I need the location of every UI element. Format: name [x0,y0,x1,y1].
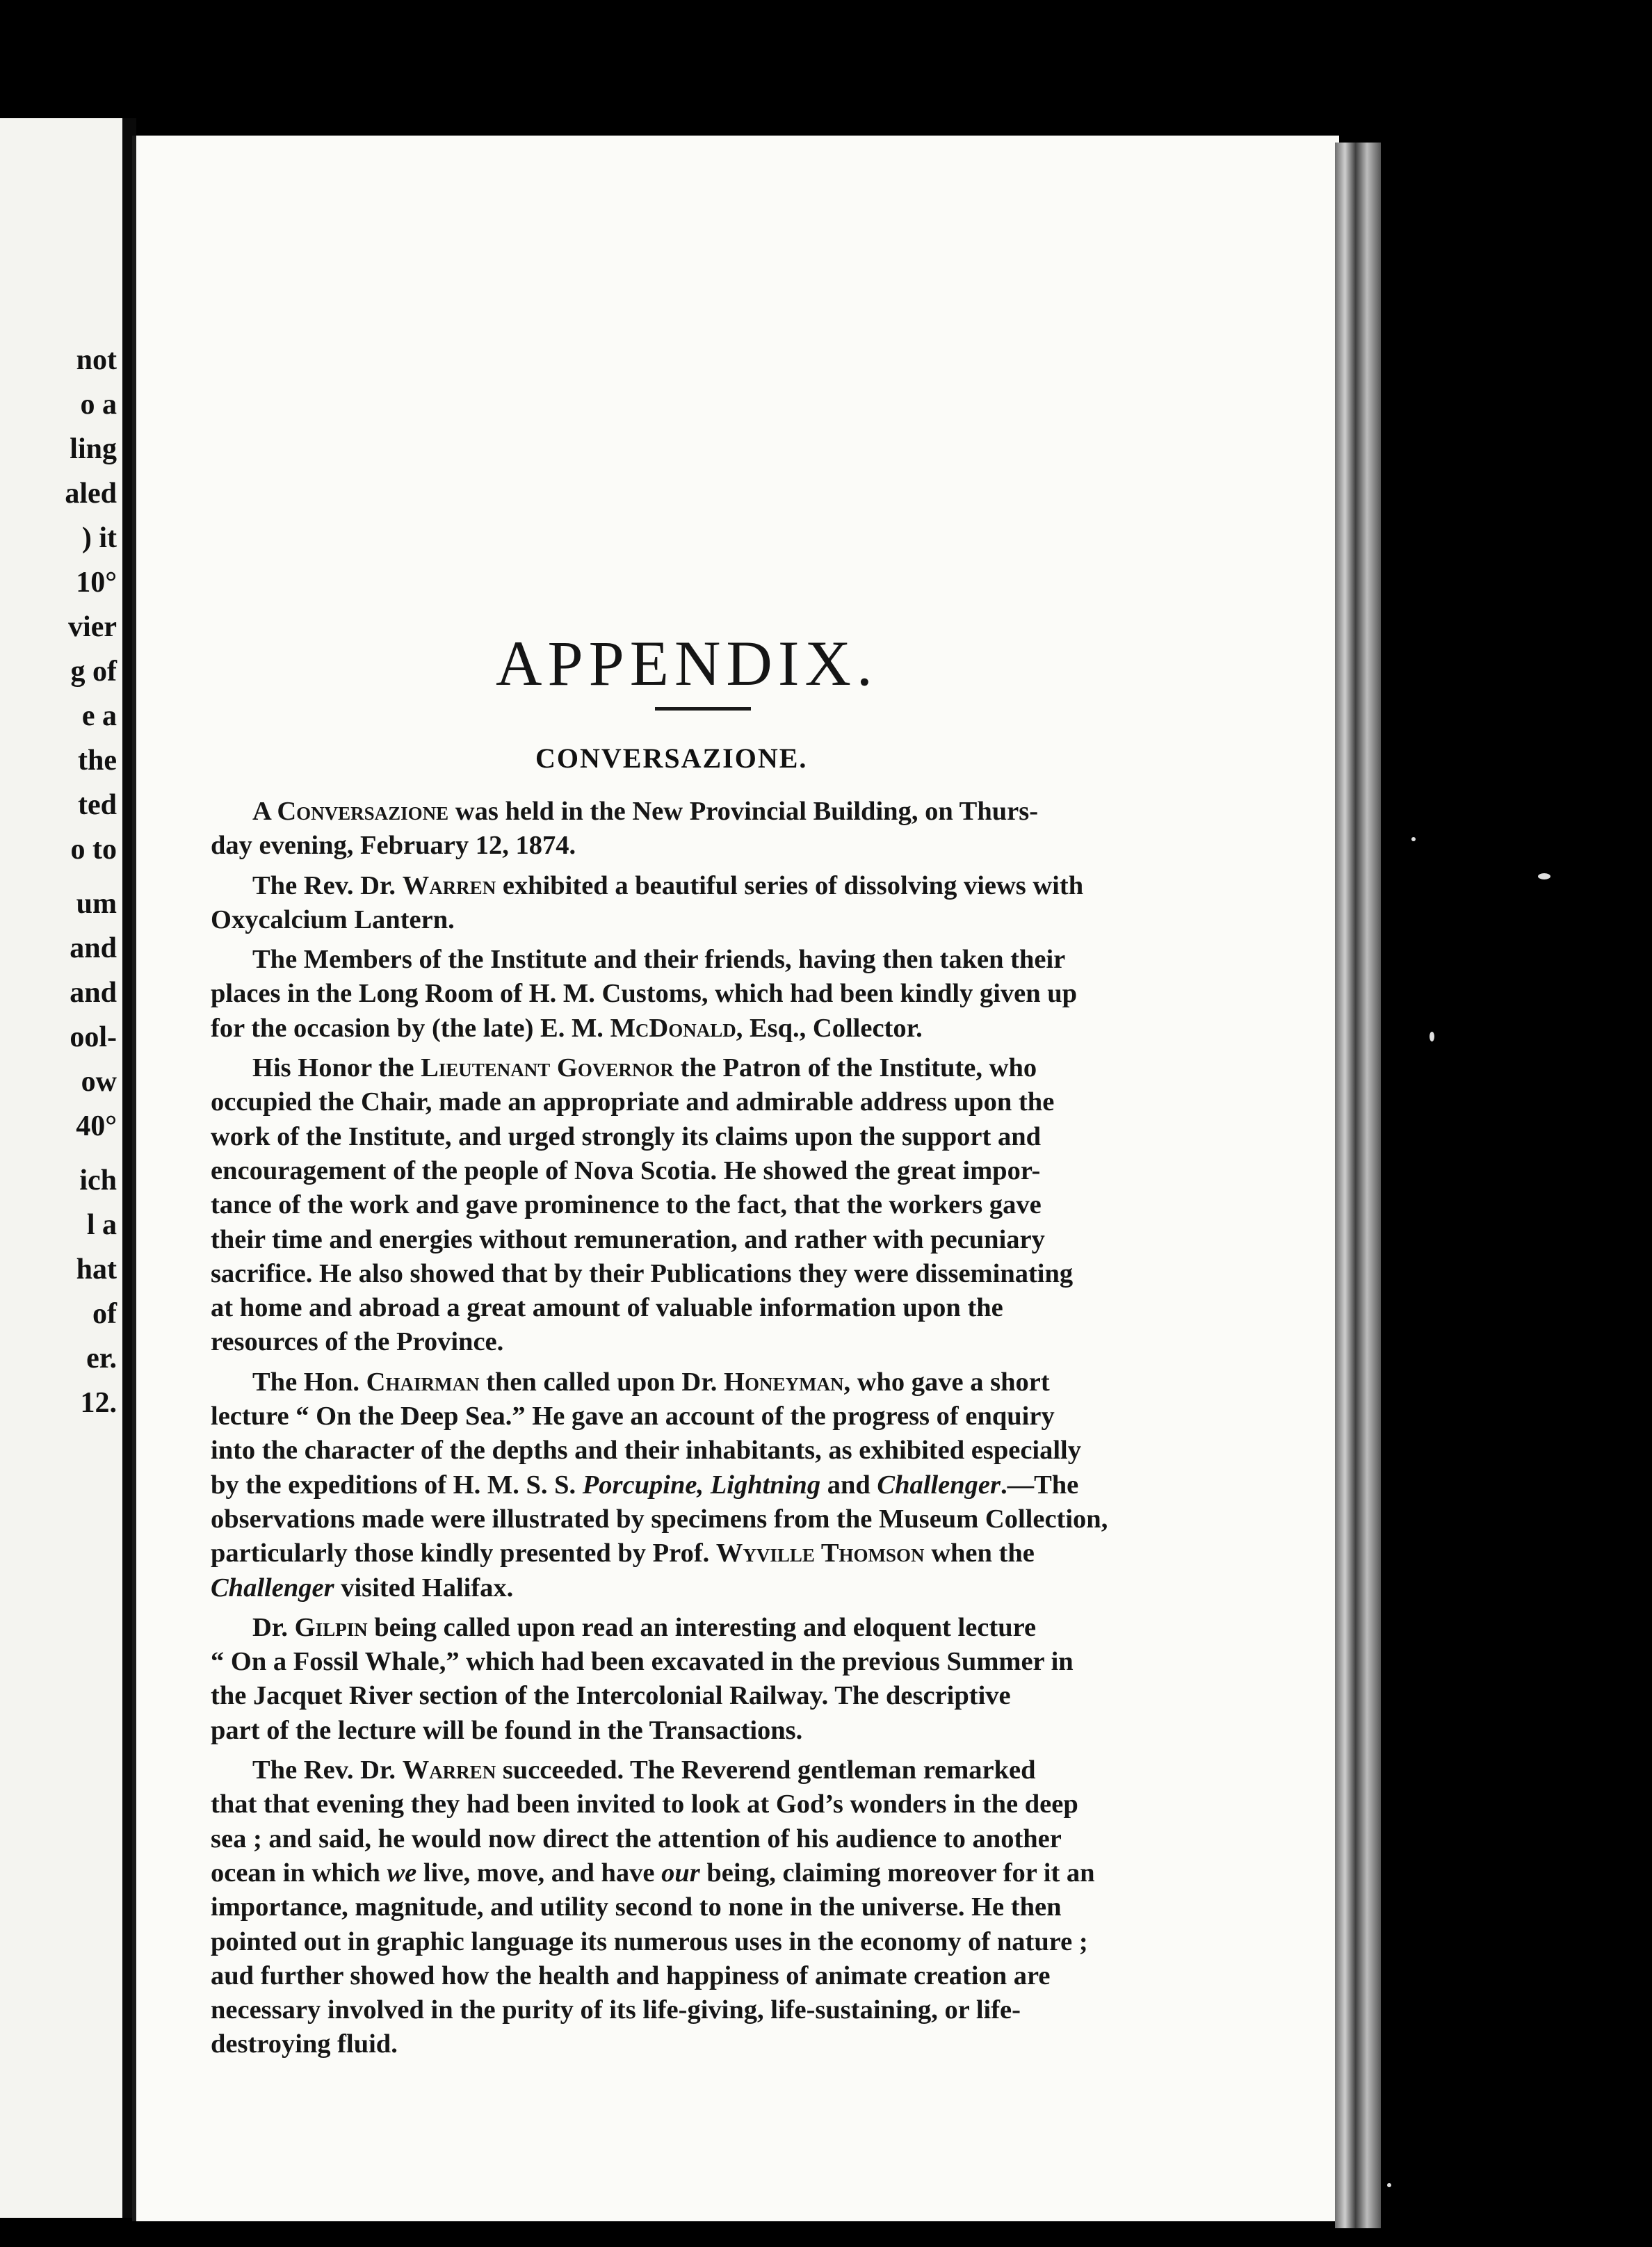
scan-speck [1430,1032,1434,1041]
text-line: lecture “ On the Deep Sea.” He gave an account of the progress of enquiry [211,1402,1055,1431]
text-line: day evening, February 12, 1874. [211,831,576,861]
previous-page-line: o a [80,389,117,421]
text-line: Dr. Gilpin being called upon read an interesting and eloquent lecture [252,1612,1037,1642]
text-line: sacrifice. He also showed that by their Publications they were disseminating [211,1258,1074,1288]
text-line: The Rev. Dr. Warren exhibited a beautiful series of dissolving views with [252,870,1084,900]
previous-page-line: vier [68,611,117,643]
small-caps-name: McDonald [610,1013,736,1043]
text-line: observations made were illustrated by specimens from the Museum Collection, [211,1504,1108,1534]
text-line: A Conversazione was held in the New Provincial Building, on Thurs- [252,797,1039,826]
small-caps-name: Conversazione [277,797,449,826]
text-line: into the character of the depths and their inhabitants, as exhibited especially [211,1436,1082,1466]
text-line: by the expeditions of H. M. S. S. Porcupine, Lightning and Challenger.—The [211,1470,1079,1500]
previous-page-line: er. [86,1342,117,1374]
previous-page-line: the [78,745,117,777]
previous-page-line: o to [70,834,117,866]
text-line: pointed out in graphic language its numerous uses in the economy of nature ; [211,1926,1088,1956]
paragraph [211,1753,1188,2062]
text-line: at home and abroad a great amount of valuable information upon the [211,1293,1003,1323]
previous-page-line: ow [81,1066,117,1098]
paragraph [211,869,1188,938]
paragraph [211,795,1188,863]
text-line: importance, magnitude, and utility second to none in the universe. He then [211,1892,1062,1922]
previous-page-line: g of [70,656,117,688]
previous-page-text [65,338,117,1425]
previous-page-line: ling [70,433,117,465]
text-line: places in the Long Room of H. M. Customs, which had been kindly given up [211,979,1078,1009]
text-line: “ On a Fossil Whale,” which had been excavated in the previous Summer in [211,1647,1074,1677]
text-line: for the occasion by (the late) E. M. McDonald, Esq., Collector. [211,1013,923,1043]
italic-text: we [387,1858,417,1888]
title-rule [655,707,751,711]
small-caps-name: Warren [402,1755,496,1785]
appendix-page [132,136,1339,2221]
previous-page-line: hat [76,1254,117,1285]
text-line: encouragement of the people of Nova Scotia. He showed the great impor- [211,1155,1041,1185]
text-line: The Members of the Institute and their friends, having then taken their [252,945,1066,975]
previous-page-line [65,872,117,882]
italic-text: Porcupine, Lightning [582,1470,821,1500]
previous-page-line: aled [65,478,117,510]
text-line: part of the lecture will be found in the Transactions. [211,1715,803,1745]
previous-page-line: and [70,977,117,1009]
paragraph [211,943,1188,1046]
text-line: the Jacquet River section of the Intercolonial Railway. The descriptive [211,1681,1011,1711]
previous-page-line: ool- [70,1021,117,1053]
previous-page-line: 40° [76,1110,117,1142]
text-line: sea ; and said, he would now direct the attention of his audience to another [211,1824,1062,1853]
paragraph [211,1051,1188,1360]
previous-page-line: l a [86,1209,117,1241]
text-line: necessary involved in the purity of its life-giving, life-sustaining, or life- [211,1995,1021,2025]
paragraph [211,1365,1188,1605]
previous-page-line [65,1149,117,1158]
page-title: APPENDIX. [496,628,878,699]
previous-page-line: 10° [76,567,117,599]
text-line: that that evening they had been invited to look at God’s wonders in the deep [211,1790,1078,1819]
previous-page-line: um [76,888,117,920]
small-caps-name: Wyville Thomson [715,1539,925,1568]
scan-speck [1411,837,1416,841]
previous-page-line: ted [78,789,117,821]
text-line: The Rev. Dr. Warren succeeded. The Reverend gentleman remarked [252,1755,1036,1785]
small-caps-name: Honeyman [724,1367,844,1397]
previous-page-fragment [0,118,122,2218]
previous-page-line: of [92,1298,117,1330]
page-edge-stack [1335,143,1381,2228]
body-text [211,795,1188,2068]
text-line: His Honor the Lieutenant Governor the Patron of the Institute, who [252,1053,1037,1083]
previous-page-line: ) it [81,522,117,554]
text-line: aud further showed how the health and happiness of animate creation are [211,1961,1051,1990]
previous-page-line: 12. [80,1387,117,1419]
text-line: particularly those kindly presented by Prof. Wyville Thomson when the [211,1539,1035,1568]
text-line: tance of the work and gave prominence to the fact, that the workers gave [211,1190,1042,1220]
text-line: destroying fluid. [211,2029,398,2059]
text-line: Challenger visited Halifax. [211,1573,514,1603]
text-line: resources of the Province. [211,1327,504,1357]
text-line: their time and energies without remuneration, and rather with pecuniary [211,1224,1045,1254]
text-line: work of the Institute, and urged strongly its claims upon the support and [211,1121,1042,1151]
previous-page-line: not [76,344,117,376]
italic-text: Challenger [211,1573,334,1603]
scan-speck [1538,873,1550,879]
small-caps-name: Lieutenant Governor [421,1053,674,1083]
italic-text: our [661,1858,700,1888]
text-line: The Hon. Chairman then called upon Dr. Honeyman, who gave a short [252,1367,1050,1397]
section-heading: CONVERSAZIONE. [535,743,808,774]
scan-speck [1387,2183,1391,2187]
text-line: occupied the Chair, made an appropriate and admirable address upon the [211,1087,1055,1117]
text-line: ocean in which we live, move, and have our being, claiming moreover for it an [211,1858,1095,1888]
previous-page-line: and [70,932,117,964]
small-caps-name: Chairman [366,1367,480,1397]
previous-page-line: e a [81,700,117,732]
text-line: Oxycalcium Lantern. [211,905,455,934]
previous-page-line: ich [79,1165,117,1196]
italic-text: Challenger [877,1470,1001,1500]
small-caps-name: Gilpin [294,1612,368,1642]
paragraph [211,1611,1188,1748]
small-caps-name: Warren [402,870,496,900]
